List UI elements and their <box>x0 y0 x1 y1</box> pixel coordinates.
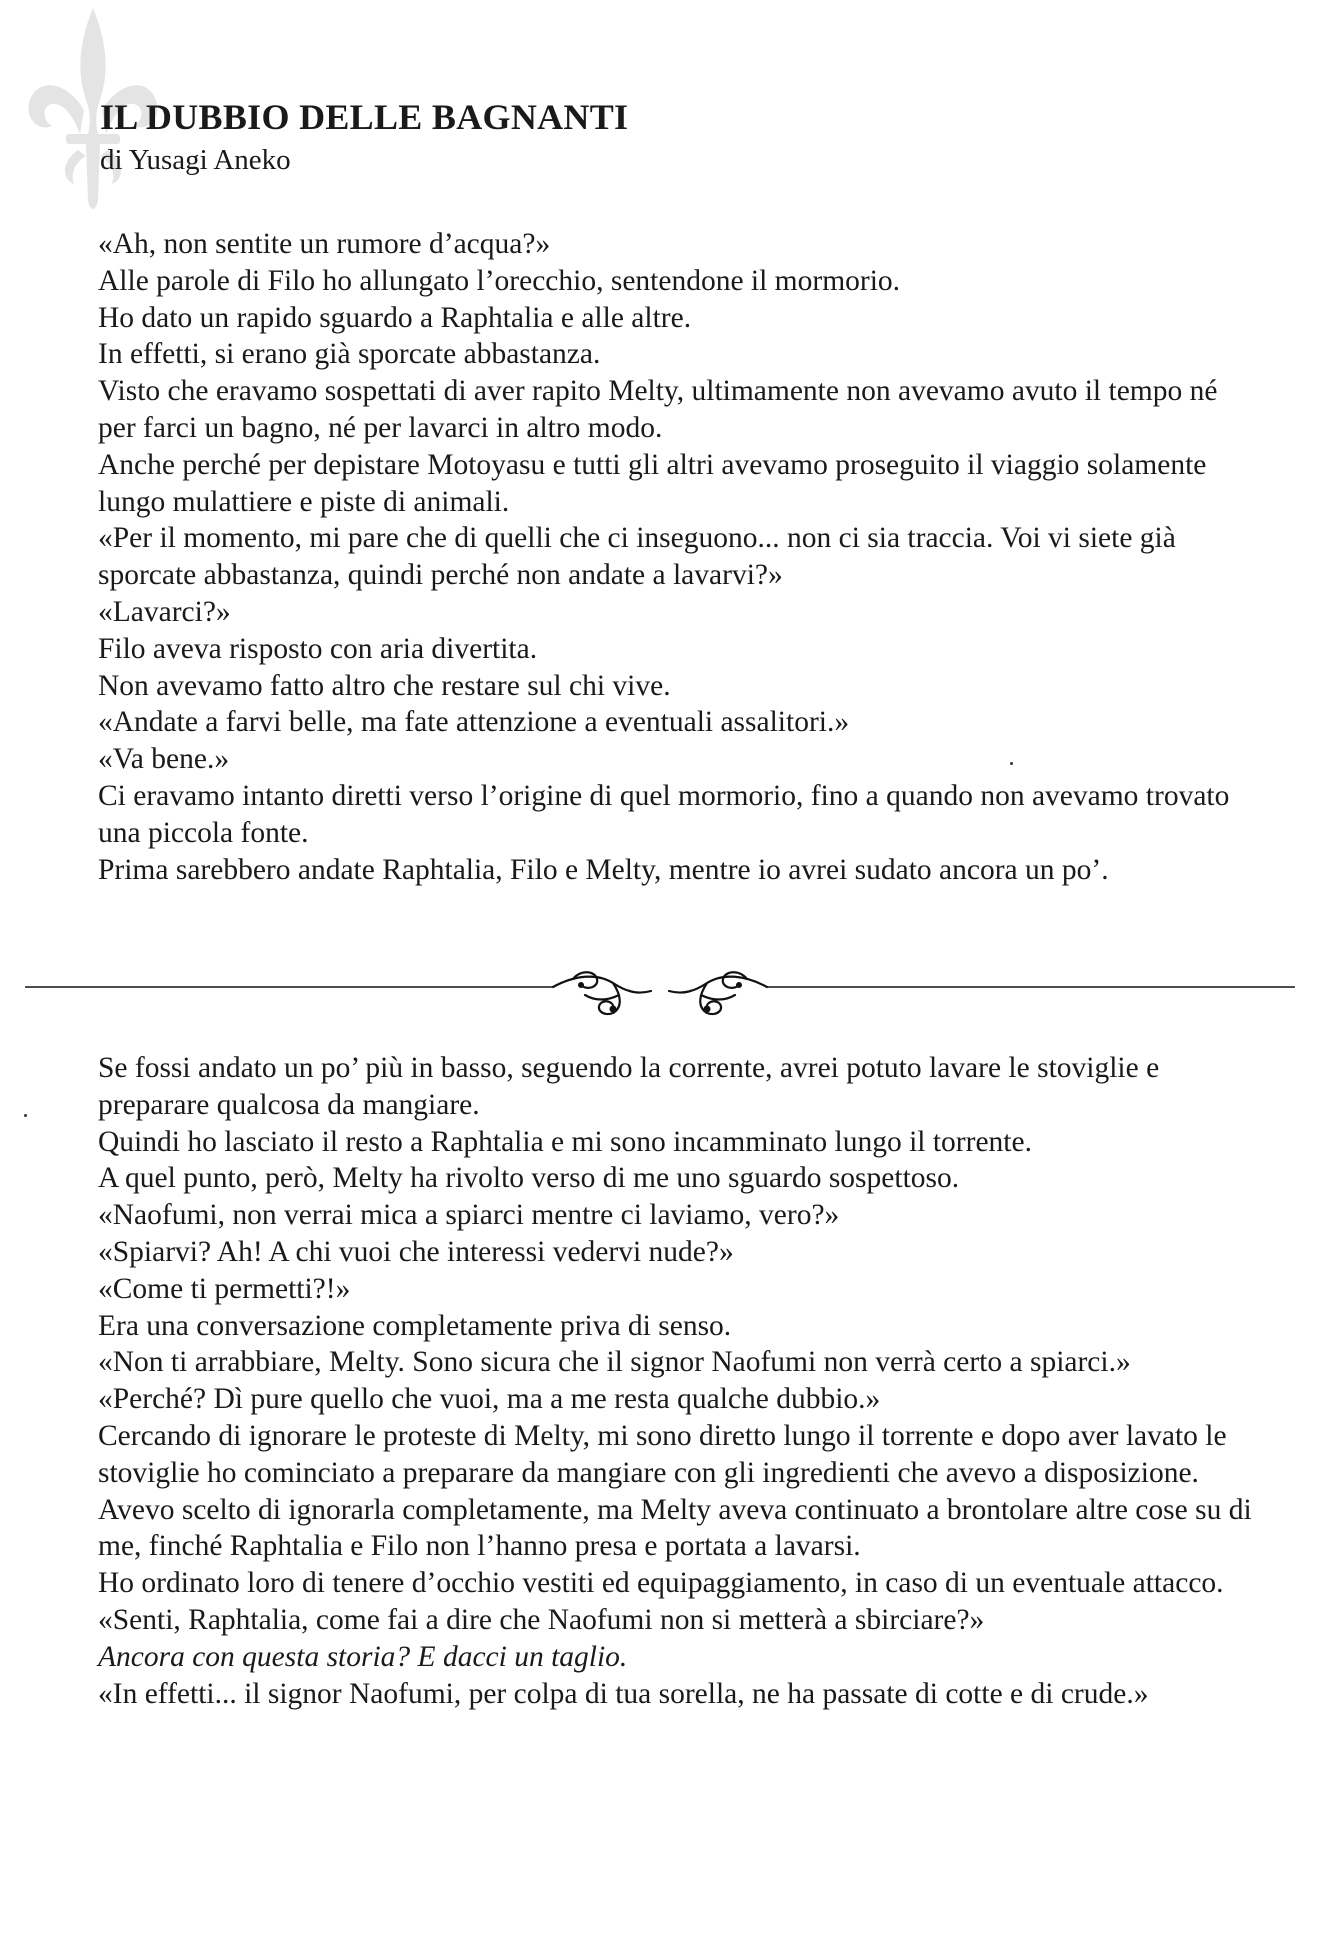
paragraph: «Ah, non sentite un rumore d’acqua?» <box>98 228 551 260</box>
scan-speck <box>1010 762 1013 765</box>
paragraph: «Come ti permetti?!» <box>98 1272 351 1305</box>
paragraph: Anche perché per depistare Motoyasu e tutti gli altri avevamo proseguito il viaggio solamente lungo mulattiere e piste di animali. <box>98 448 1207 518</box>
paragraph: Prima sarebbero andate Raphtalia, Filo e Melty, mentre io avrei sudato ancora un po’. <box>98 853 1109 886</box>
paragraph: Visto che eravamo sospettati di aver rapito Melty, ultimamente non avevamo avuto il tempo né per farci un bagno, né per lavarci in altro modo. <box>98 375 1218 444</box>
paragraph: Alle parole di Filo ho allungato l’orecchio, sentendone il mormorio. <box>98 264 901 297</box>
paragraph: Filo aveva risposto con aria divertita. <box>98 632 538 665</box>
paragraph: Ci eravamo intanto diretti verso l’origine di quel mormorio, fino a quando non avevamo trovato una piccola fonte. <box>98 779 1230 849</box>
paragraph: «Va bene.» <box>98 743 230 776</box>
page-title: IL DUBBIO DELLE BAGNANTI <box>100 97 629 137</box>
paragraph: «Andate a farvi belle, ma fate attenzione a eventuali assalitori.» <box>98 706 850 739</box>
paragraph: «Non ti arrabbiare, Melty. Sono sicura che il signor Naofumi non verrà certo a spiarci.» <box>98 1346 1131 1379</box>
paragraph-italic: Ancora con questa storia? E dacci un taglio. <box>98 1640 628 1673</box>
paragraph: «In effetti... il signor Naofumi, per colpa di tua sorella, ne ha passate di cotte e di crude.» <box>98 1677 1149 1710</box>
scan-speck <box>24 1114 27 1117</box>
story-section-2 <box>98 1050 1258 1712</box>
paragraph: «Perché? Dì pure quello che vuoi, ma a me resta qualche dubbio.» <box>98 1383 881 1416</box>
paragraph: In effetti, si erano già sporcate abbastanza. <box>98 338 601 371</box>
paragraph: «Per il momento, mi pare che di quelli che ci inseguono... non ci sia traccia. Voi vi siete già sporcate abbastanza, quindi perché non andate a lavarvi?» <box>98 522 1176 592</box>
scroll-ornament-icon <box>25 965 1295 1025</box>
paragraph: Era una conversazione completamente priva di senso. <box>98 1309 732 1342</box>
story-section-1 <box>98 226 1258 888</box>
paragraph: Cercando di ignorare le proteste di Melty, mi sono diretto lungo il torrente e dopo aver lavato le stoviglie ho cominciato a preparare da mangiare con gli ingredienti che avevo a disposizione. <box>98 1419 1227 1489</box>
paragraph: A quel punto, però, Melty ha rivolto verso di me uno sguardo sospettoso. <box>98 1162 960 1195</box>
author-byline: di Yusagi Aneko <box>100 144 291 176</box>
paragraph: «Lavarci?» <box>98 595 231 628</box>
paragraph: Avevo scelto di ignorarla completamente, ma Melty aveva continuato a brontolare altre cose su di me, finché Raphtalia e Filo non l’hanno presa e portata a lavarsi. <box>98 1493 1252 1563</box>
paragraph: Se fossi andato un po’ più in basso, seguendo la corrente, avrei potuto lavare le stoviglie e preparare qualcosa da mangiare. <box>98 1052 1160 1121</box>
paragraph: «Senti, Raphtalia, come fai a dire che Naofumi non si metterà a sbirciare?» <box>98 1603 985 1636</box>
paragraph: «Naofumi, non verrai mica a spiarci mentre ci laviamo, vero?» <box>98 1199 840 1232</box>
paragraph: Quindi ho lasciato il resto a Raphtalia e mi sono incamminato lungo il torrente. <box>98 1125 1032 1158</box>
header <box>100 96 1250 178</box>
paragraph: Ho ordinato loro di tenere d’occhio vestiti ed equipaggiamento, in caso di un eventuale attacco. <box>98 1567 1224 1600</box>
paragraph: Ho dato un rapido sguardo a Raphtalia e alle altre. <box>98 301 692 334</box>
paragraph: Non avevamo fatto altro che restare sul chi vive. <box>98 669 671 702</box>
paragraph: «Spiarvi? Ah! A chi vuoi che interessi vedervi nude?» <box>98 1235 734 1268</box>
